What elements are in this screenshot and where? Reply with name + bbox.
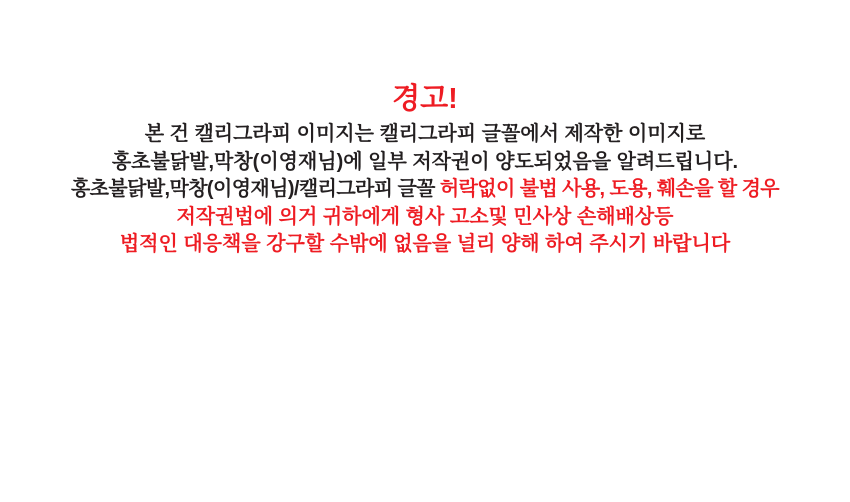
warning-lines <box>0 121 850 259</box>
warning-title: 경고! <box>392 83 458 115</box>
notice-line-segment: 저작권법에 의거 귀하에게 형사 고소및 민사상 손해배상등 <box>176 205 674 228</box>
notice-line <box>0 121 850 149</box>
notice-line <box>0 204 850 232</box>
notice-line <box>0 149 850 177</box>
notice-line-segment: 본 건 캘리그라피 이미지는 캘리그라피 글꼴에서 제작한 이미지로 <box>144 123 706 145</box>
notice-line <box>0 231 850 259</box>
notice-line-segment: 법적인 대응책을 강구할 수밖에 없음을 널리 양해 하여 주시기 바랍니다 <box>119 233 731 255</box>
notice-line-segment: 홍초불닭발,막창(이영재님)/캘리그라피 글꼴 <box>70 178 440 200</box>
notice-line <box>0 176 850 204</box>
notice-line-segment: 홍초불닭발,막창(이영재님)에 일부 저작권이 양도되었음을 알려드립니다. <box>111 150 739 173</box>
notice-line-segment: 허락없이 불법 사용, 도용, 훼손을 할 경우 <box>439 178 780 200</box>
